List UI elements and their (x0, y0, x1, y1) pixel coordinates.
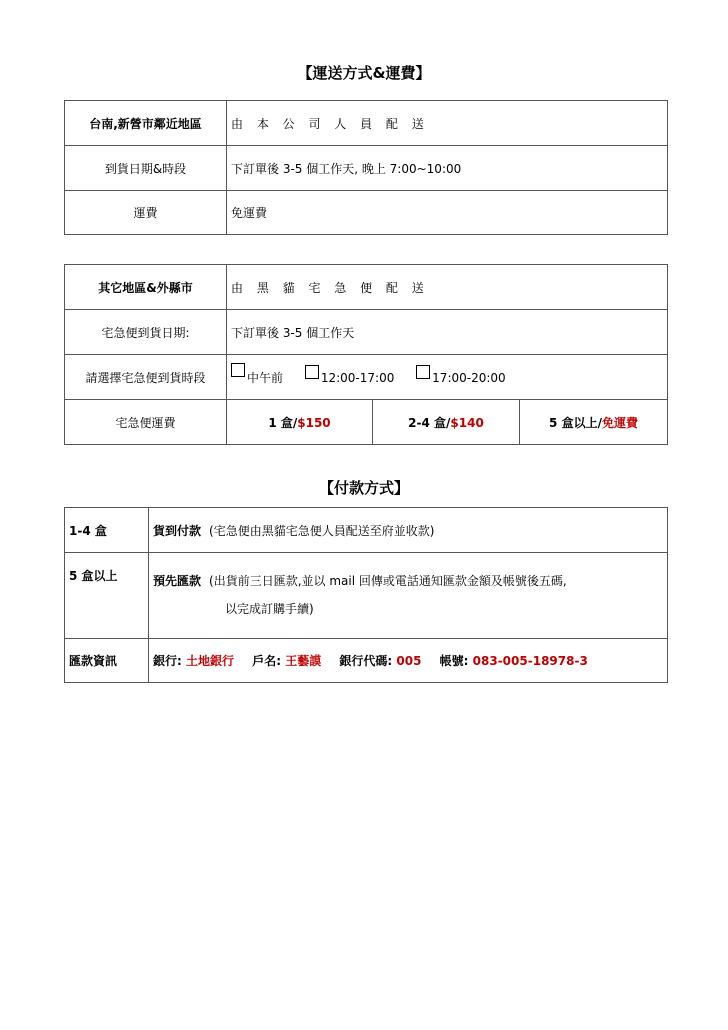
fee-tier-3-qty: 5 盒以上/ (549, 415, 602, 430)
local-fee-value: 免運費 (227, 191, 668, 235)
local-region: 台南,新營市鄰近地區 (65, 101, 227, 146)
holder-label: 戶名: (252, 654, 282, 668)
bank-code-label: 銀行代碼: (339, 654, 393, 668)
other-delivery-table (64, 264, 668, 445)
slot-label-evening: 17:00-20:00 (432, 370, 506, 385)
fee-tier-1 (227, 400, 373, 445)
shipping-title: 【運送方式&運費】 (297, 64, 431, 82)
fee-tier-3 (520, 400, 668, 445)
payment-table (64, 507, 668, 683)
payment-row2 (149, 553, 668, 639)
payment-row2-desc2: 以完成訂購手續) (225, 602, 314, 616)
local-date-label: 到貨日期&時段 (65, 146, 227, 191)
slot-options (227, 355, 668, 400)
other-date-value: 下訂單後 3-5 個工作天 (227, 310, 668, 355)
payment-row1-qty: 1-4 盒 (65, 508, 149, 553)
local-fee-label: 運費 (65, 191, 227, 235)
slot-label: 請選擇宅急便到貨時段 (65, 355, 227, 400)
fee-tier-1-qty: 1 盒/ (268, 415, 298, 430)
other-date-label: 宅急便到貨日期: (65, 310, 227, 355)
payment-row1-method: 貨到付款 (153, 523, 202, 538)
bank-info (149, 639, 668, 683)
slot-checkbox-noon[interactable] (231, 363, 245, 377)
bank-code: 005 (396, 654, 422, 668)
fee-tier-1-price: $150 (297, 415, 331, 430)
payment-row2-line1 (153, 567, 663, 595)
slot-label-afternoon: 12:00-17:00 (320, 370, 395, 385)
local-method: 由 本 公 司 人 員 配 送 (227, 101, 668, 146)
bank-name: 土地銀行 (186, 654, 235, 668)
payment-row2-qty: 5 盒以上 (65, 553, 149, 639)
payment-row2-method: 預先匯款 (153, 574, 202, 588)
payment-row1 (149, 508, 668, 553)
payment-row2-desc: (出貨前三日匯款,並以 mail 回傳或電話通知匯款金額及帳號後五碼, (209, 574, 567, 588)
fee-tier-2-price: $140 (450, 415, 484, 430)
slot-option-evening[interactable] (416, 371, 506, 385)
fee-tier-2-qty: 2-4 盒/ (408, 415, 451, 430)
bank-info-label: 匯款資訊 (65, 639, 149, 683)
holder-name: 王藝謨 (285, 654, 322, 668)
other-fee-label: 宅急便運費 (65, 400, 227, 445)
other-method: 由 黑 貓 宅 急 便 配 送 (227, 265, 668, 310)
local-delivery-table (64, 100, 668, 235)
local-date-value: 下訂單後 3-5 個工作天, 晚上 7:00~10:00 (227, 146, 668, 191)
fee-tier-2 (373, 400, 520, 445)
slot-option-noon[interactable] (231, 369, 283, 386)
account-label: 帳號: (439, 654, 469, 668)
payment-row1-desc: (宅急便由黑貓宅急便人員配送至府並收款) (209, 523, 435, 538)
fee-tier-3-price: 免運費 (601, 415, 638, 430)
slot-option-afternoon[interactable] (305, 371, 395, 385)
payment-title: 【付款方式】 (318, 479, 409, 497)
account-number: 083-005-18978-3 (472, 654, 588, 668)
other-region: 其它地區&外縣市 (65, 265, 227, 310)
slot-checkbox-afternoon[interactable] (305, 365, 319, 379)
slot-checkbox-evening[interactable] (416, 365, 430, 379)
bank-name-label: 銀行: (153, 654, 182, 668)
slot-label-noon: 中午前 (247, 370, 284, 385)
